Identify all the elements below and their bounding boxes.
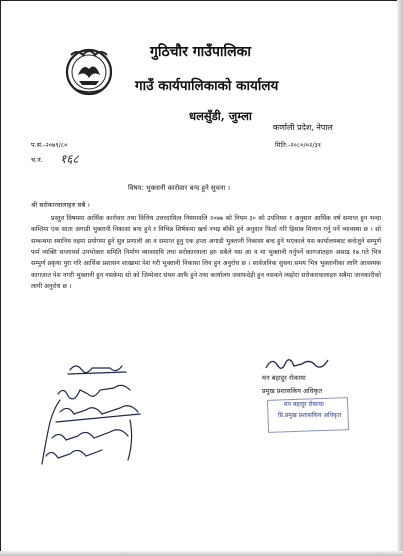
notice-body: प्रस्तुत विषयमा आर्थिक कारोवार तथा वित्तिय उत्तरदायित्व नियमावलि २०७७ को नियम ३० को उपनियम १ अनुसार आर्थिक वर्ष समाप्त हुन भन्दा कम्तिमा एक साता अगाडी भुक्तानी निकासा बन्द हुने र विभिन्न शिर्षकमा खर्च नभइ बाँकी हुने अनुदान फिर्ता गरि हिसाब मिलान गर्नु पर्ने व्यावस्था छ । सो सम्बन्धमा स्थानिय तहमा प्रयोगमा हुने सुत्र प्रणाली आ व समाप्त हुनु एक हप्ता अगाडी भुक्तानी निकासा बन्द हुने भएकाले यस कार्यालयबाट बन्देजुने सम्पुर्ण फर्म व्यक्ति सप्लायर्स उपभोक्ता समिति निर्माण व्यावसायि तथा सरोकारवाला हरु सबैले यस आ व मा भुक्तानी गर्नुपर्ने कागजातहरु असाढ १७ गते भित्र सम्पुर्ण प्रकृया पुरा गरि आर्थिक प्रशासन शाखामा पेश गरी भुक्तानी निकासा लिन हुन अनुरोध छ । सार्वजनिक सुचना समय भित्र भुक्तानीका लागि आवश्यक कागजात पेश नगरी भुक्तानी हुन नसकेमा सो को जिम्मेवार संयम आफै हुने तथा कार्यालय जवाफदेही हुन नसकने व्यहोरा सरोकारवालाहरु सबैमा जानकारीको लागी अनुरोध छ ।: [31, 215, 381, 291]
page-shadow-right: [397, 0, 403, 556]
official-signature: [262, 354, 332, 374]
office-location: धलसुँडी, जुम्ला: [189, 109, 252, 123]
subject-line: विषय: भुक्तानी कारोवार बन्द हुने सुचना ।: [128, 184, 231, 192]
letter-date: मिति:-२०८०/०२/३१: [275, 141, 322, 149]
stamp-name: मन बहादुर रोकाया: [284, 401, 324, 408]
signatory-name: मन बहादुर रोकाया: [262, 374, 306, 382]
stamp-title: प्रि.प्रमुख प्रशासकिय अधिकृत: [278, 412, 342, 419]
reference-number: प.सं.-२०७९/८०: [31, 141, 68, 149]
handwritten-margin-notes: [30, 360, 160, 480]
province-label: कर्णाली प्रदेश, नेपाल: [273, 123, 333, 132]
dispatch-number-label: च.नं.: [31, 156, 43, 164]
nepal-emblem-logo: [63, 45, 115, 97]
salutation: श्री सरोकारवालाहरु सबै ।: [31, 201, 90, 209]
dispatch-number-handwritten: १६८: [60, 152, 79, 166]
page-shadow-bottom: [0, 551, 403, 556]
signatory-title: प्रमुख प्रशासकिय अधिकृत: [262, 387, 322, 395]
office-name: गाउँ कार्यपालिकाको कार्यालय: [135, 78, 279, 94]
municipality-name: गुठिचौर गाउँपालिका: [150, 44, 252, 60]
